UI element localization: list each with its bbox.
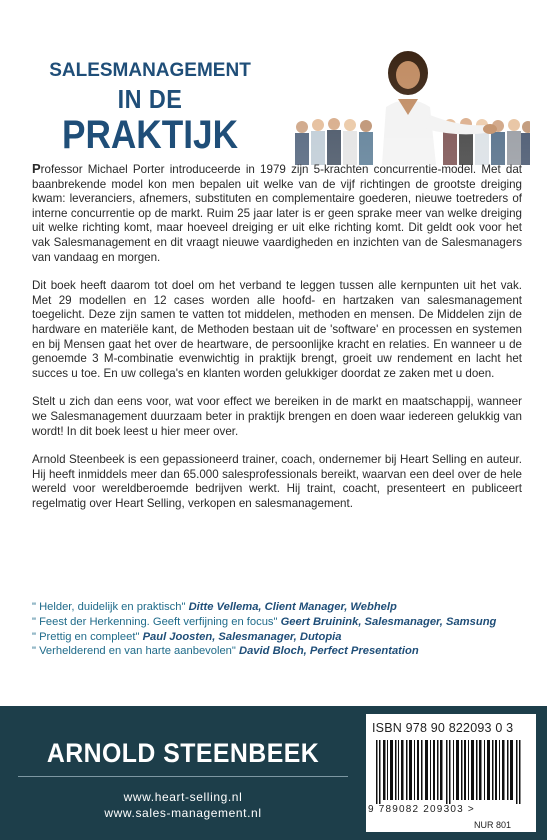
quote-attribution: David Bloch, Perfect Presentation — [239, 645, 419, 658]
quote-attribution: Ditte Vellema, Client Manager, Webhelp — [188, 601, 397, 613]
title-line-2: IN DE — [117, 84, 183, 114]
testimonial — [32, 644, 522, 659]
divider — [18, 776, 348, 777]
paragraph-4: Arnold Steenbeek is een gepassioneerd trainer, coach, ondernemer bij Heart Selling en auteur. Hij heeft inmiddels meer dan 65.000 salesprofessionals bereikt, waarvan een deel over de hele wereld voor wereldberoemde bedrijven werkt. Hij traint, coacht, presenteert en publiceert regelmatig over Heart Selling, verkopen en salesmanagement. — [32, 453, 522, 510]
website-link-2[interactable]: www.sales-management.nl — [104, 806, 262, 820]
quote-attribution: Paul Joosten, Salesmanager, Dutopia — [142, 630, 342, 643]
quote-text: " Prettig en compleet" — [32, 630, 140, 643]
title-line-1: SALESMANAGEMENT — [49, 60, 251, 81]
nur-code: NUR 801 — [474, 820, 512, 830]
crowd-image — [290, 45, 530, 165]
quote-text: " Verhelderend en van harte aanbevolen" — [32, 645, 236, 658]
quote-text: " Helder, duidelijk en praktisch" — [32, 601, 186, 613]
barcode-digits: 9 789082 209303 > — [368, 804, 475, 815]
people-illustration — [290, 45, 530, 165]
quote-attribution: Geert Bruinink, Salesmanager, Samsung — [280, 615, 497, 628]
isbn-label: ISBN 978 90 822093 0 3 — [372, 721, 514, 735]
quote-text: " Feest der Herkenning. Geeft verfijning en focus" — [32, 615, 278, 628]
website-link-1[interactable]: www.heart-selling.nl — [123, 790, 243, 804]
testimonials — [32, 600, 522, 659]
title-block — [0, 60, 300, 158]
author-name: ARNOLD STEENBEEK — [46, 738, 320, 768]
testimonial — [32, 600, 522, 615]
drop-cap: P — [32, 161, 41, 176]
paragraph-1 — [32, 162, 522, 265]
paragraph-1-text: rofessor Michael Porter introduceerde in 1979 zijn 5-krachten concurrentie-model. Met dat baanbrekende model kon men bepalen uit welke van de vijf richtingen de grootste dreiging kwam: leveranciers, afnemers, substituten en complementaire goederen, nieuwe toetreders of interne concurrentie op de markt. Ruim 25 jaar later is er geen sprake meer van welke dreiging uit welke richting komt, maar hoeveel dreiging er uit elke richting komt. Dit geldt ook voor het vak Salesmanagement en dit vraagt nieuwe vaardigheden en inzichten van de Salesmanagers van vandaag en morgen. — [32, 163, 522, 264]
testimonial — [32, 630, 522, 645]
body-text — [32, 162, 522, 525]
testimonial — [32, 615, 522, 630]
paragraph-2: Dit boek heeft daarom tot doel om het verband te leggen tussen alle kernpunten uit het vak. Met 29 modellen en 12 cases worden alle hoofd- en hartzaken van salesmanagement toegelicht. Deze zijn samen te vatten tot middelen, methoden en mensen. De Middelen zijn de hardware en materiële kant, de Methoden bestaan uit de 'software' en processen en systemen en bij Mensen gaat het over de heartware, de persoonlijke kracht en relaties. En wanneer u de genoemde 3 M-combinatie evenwichtig in praktijk brengt, groeit uw rendement en lacht het succes u toe. En uw collega's en klanten worden gelukkiger doordat ze zaken met u doen. — [32, 279, 522, 380]
barcode-icon — [376, 740, 528, 804]
paragraph-3: Stelt u zich dan eens voor, wat voor effect we bereiken in de markt en maatschappij, wanneer we Salesmanagement duurzaam beter in praktijk brengen en doen waar iedereen gelukkig van wordt! In dit boek leest u hier meer over. — [32, 395, 522, 438]
title-line-3: PRAKTIJK — [61, 113, 239, 157]
